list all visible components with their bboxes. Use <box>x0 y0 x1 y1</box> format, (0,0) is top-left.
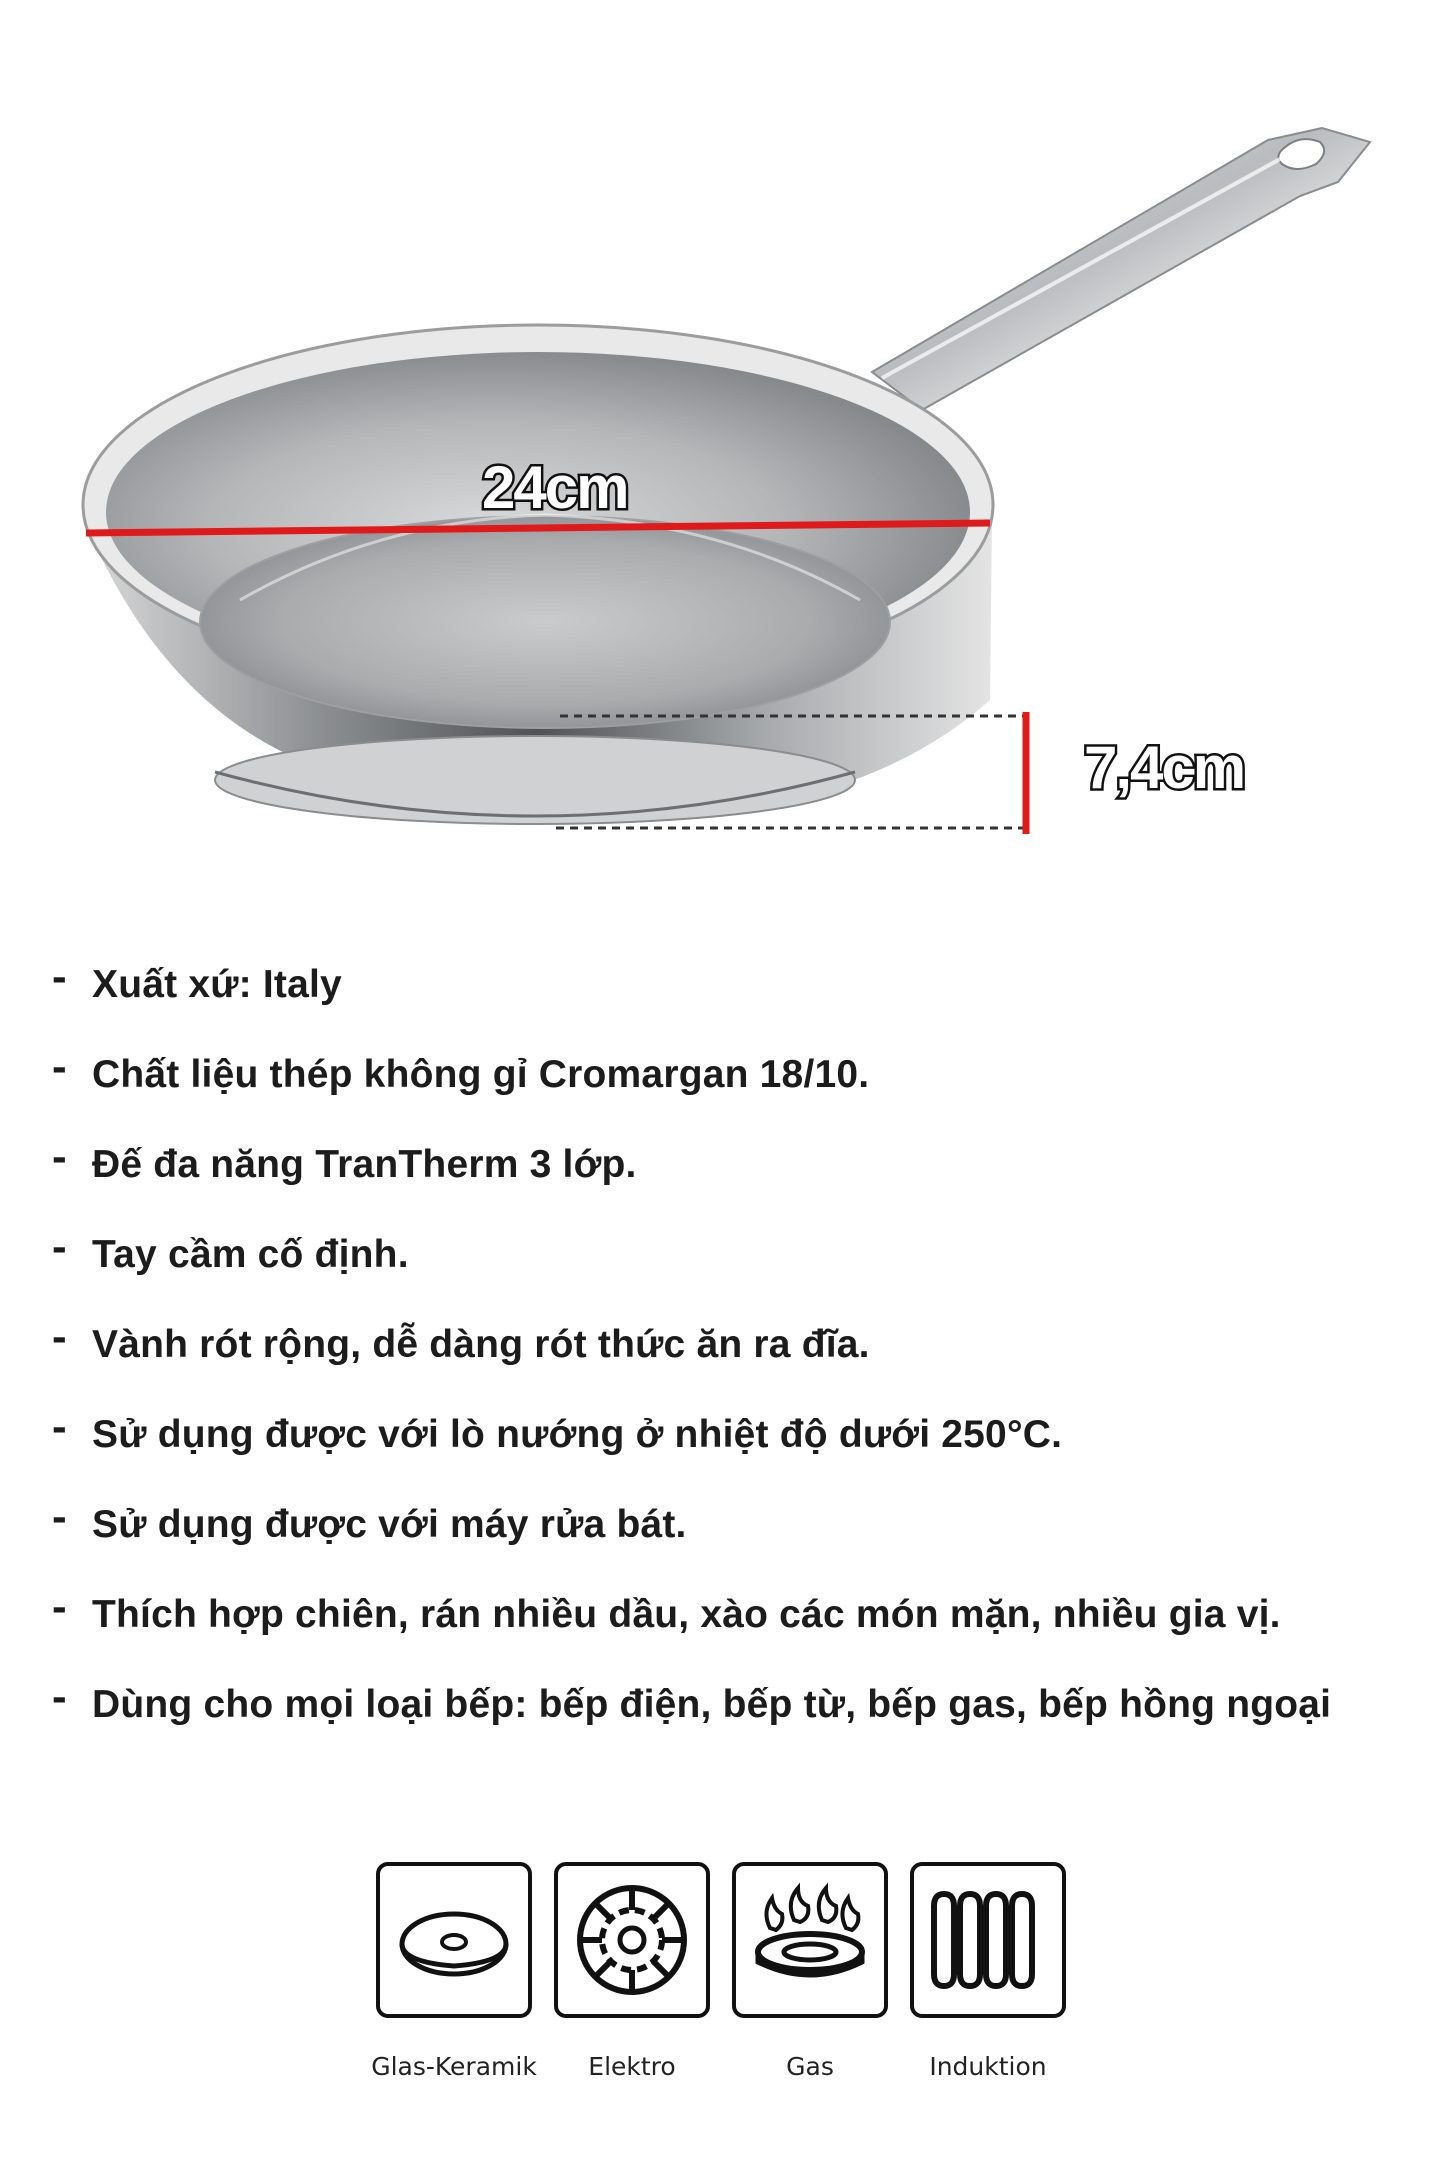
gas-burner-icon <box>732 1862 888 2018</box>
cooktop-compatibility <box>372 1862 1078 2088</box>
glass-ceramic-icon <box>376 1862 532 2018</box>
diameter-label: 24cm <box>482 454 628 521</box>
feature-item: - Thích hợp chiên, rán nhiều dầu, xào các món mặn, nhiều gia vị. <box>52 1582 1281 1636</box>
feature-item: - Đế đa năng TranTherm 3 lớp. <box>52 1132 637 1186</box>
bullet-dash: - <box>52 1672 67 1721</box>
pan-base <box>215 736 855 824</box>
bullet-dash: - <box>52 1132 67 1181</box>
cooktop-label: Gas <box>786 2052 834 2081</box>
feature-list <box>52 940 1412 1750</box>
frying-pan-illustration <box>0 0 1440 880</box>
height-label: 7,4cm <box>1084 734 1245 801</box>
feature-item: - Chất liệu thép không gỉ Cromargan 18/10. <box>52 1042 870 1096</box>
bullet-dash: - <box>52 1042 67 1091</box>
cooktop-label: Induktion <box>929 2052 1047 2081</box>
feature-item: - Tay cầm cố định. <box>52 1222 409 1276</box>
pan-cooking-surface <box>200 516 890 728</box>
cooktop-label: Elektro <box>588 2052 676 2081</box>
bullet-dash: - <box>52 1402 67 1451</box>
bullet-dash: - <box>52 1222 67 1271</box>
cooktop-glass-ceramic <box>372 1862 542 2088</box>
feature-item: - Dùng cho mọi loại bếp: bếp điện, bếp từ, bếp gas, bếp hồng ngoại <box>52 1672 1332 1726</box>
bullet-dash: - <box>52 1492 67 1541</box>
cooktop-induction <box>906 1862 1076 2088</box>
pan-handle <box>872 128 1370 410</box>
feature-item: - Xuất xứ: Italy <box>52 952 342 1006</box>
cooktop-electric <box>550 1862 720 2088</box>
bullet-dash: - <box>52 1582 67 1631</box>
electric-plate-icon <box>554 1862 710 2018</box>
cooktop-gas <box>728 1862 898 2088</box>
cooktop-label: Glas-Keramik <box>371 2052 537 2081</box>
feature-item: - Sử dụng được với máy rửa bát. <box>52 1492 687 1546</box>
feature-item: - Sử dụng được với lò nướng ở nhiệt độ dưới 250°C. <box>52 1402 1063 1456</box>
induction-coil-icon <box>910 1862 1066 2018</box>
bullet-dash: - <box>52 952 67 1001</box>
bullet-dash: - <box>52 1312 67 1361</box>
feature-item: - Vành rót rộng, dễ dàng rót thức ăn ra đĩa. <box>52 1312 870 1366</box>
